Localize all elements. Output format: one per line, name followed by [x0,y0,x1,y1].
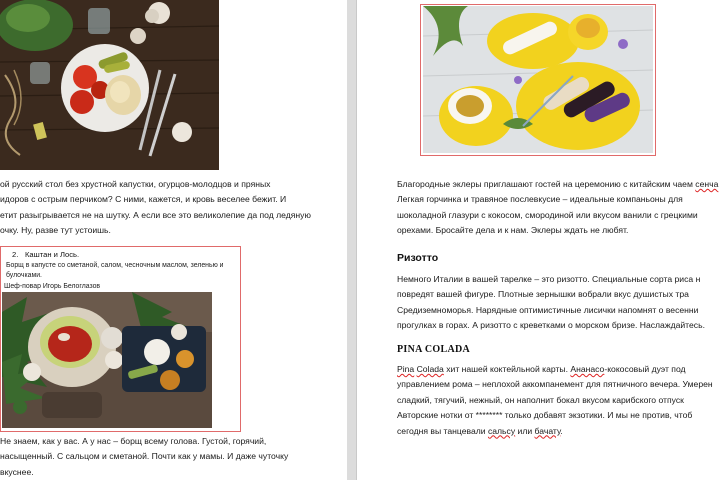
text-segment: Благородные эклеры приглашают гостей на церемонию с китайским чаем [397,179,696,189]
text-line [397,424,713,439]
pickles-photo [0,0,219,170]
risotto-paragraph [397,272,705,334]
text-line: очку. Ну, разве тут устоишь. [0,225,111,236]
text-line: Легкая горчинка и травяное послевкусие – идеальные компаньоны для [397,194,683,205]
text-line: Не знаем, как у вас. А у нас – борщ всему голова. Густой, горячий, [0,436,267,446]
misspelled-word: сальсу [487,425,516,436]
text-line: шоколадной глазури с кокосом, смородиной или вкусом ванили с грецкими [397,209,698,220]
misspelled-word: Pina [397,364,415,374]
page-gutter [347,0,356,480]
caption-line: булочками. [6,271,42,279]
text-line: вкуснее. [0,466,34,477]
right-page [356,0,720,480]
text-line: сладкий, тягучий, нежный, он наполнит бокал вкусом карибского отпуск [397,394,684,405]
misspelled-word: Ананасо [570,364,605,374]
text-line: управлением рома – неплохой аккомпанемент для пятничного вечера. Умерен [397,379,713,390]
pina-colada-paragraph [397,362,713,439]
text-line: насыщенный. С сальцом и сметаной. Почти как у мамы. И даже чуточку [0,451,289,462]
restaurant-title: Каштан и Лось. [25,250,80,259]
borsch-photo [2,292,212,428]
chef-name: Шеф-повар Игорь Белоглазов [4,283,101,290]
list-number: 2. [12,250,19,259]
misspelled-word: Colada [416,364,444,374]
borsch-paragraph [0,434,288,480]
pickles-paragraph [0,177,311,239]
text-segment: сегодня вы танцевали [397,425,488,436]
text-line: орехами. Бросайте дела и к нам. Эклеры ждать не любят. [397,225,629,236]
text-line: Немного Италии в вашей тарелке – это ризотто. Специальные сорта риса н [397,274,701,284]
text-line [397,177,718,192]
pina-colada-heading: PINA COLADA [397,344,471,355]
left-page [0,0,348,480]
text-line: идоров с острым перчиком? С ними, кажется, и кровь веселее бежит. И [0,194,287,205]
text-line [397,362,713,377]
text-segment: -кокосовый дуэт под [604,364,686,374]
misspelled-word: бачату [534,425,561,436]
eclairs-paragraph [397,177,718,239]
text-line: повредят вашей фигуре. Плотные зернышки вобрали вкус душистых тра [397,289,689,300]
eclairs-photo-frame [420,4,656,156]
text-line: Авторские нотки от ******** только добавят экзотики. И мы не против, чтоб [397,410,693,421]
text-segment: или [515,425,535,436]
caption-line: Борщ в капусте со сметаной, салом, чесночным маслом, зеленью и [6,262,224,269]
borsch-caption [6,261,224,280]
text-line: етит разыгрывается не на шутку. А если все это великолепие да под ледяную [0,209,311,220]
risotto-heading: Ризотто [397,252,439,264]
text-line: Средиземноморья. Нарядные оптимистичные лисички напомнят о весенни [397,304,699,315]
text-line: ой русский стол без хрустной капустки, огурцов-молодцов и пряных [0,179,271,189]
text-segment: хит нашей коктейльной карты. [443,364,571,374]
misspelled-word: сенча [695,179,719,189]
text-segment: . [560,425,563,436]
text-line: прогулках в горах. А ризотто с креветками о морском бризе. Наслаждайтесь. [397,320,705,331]
